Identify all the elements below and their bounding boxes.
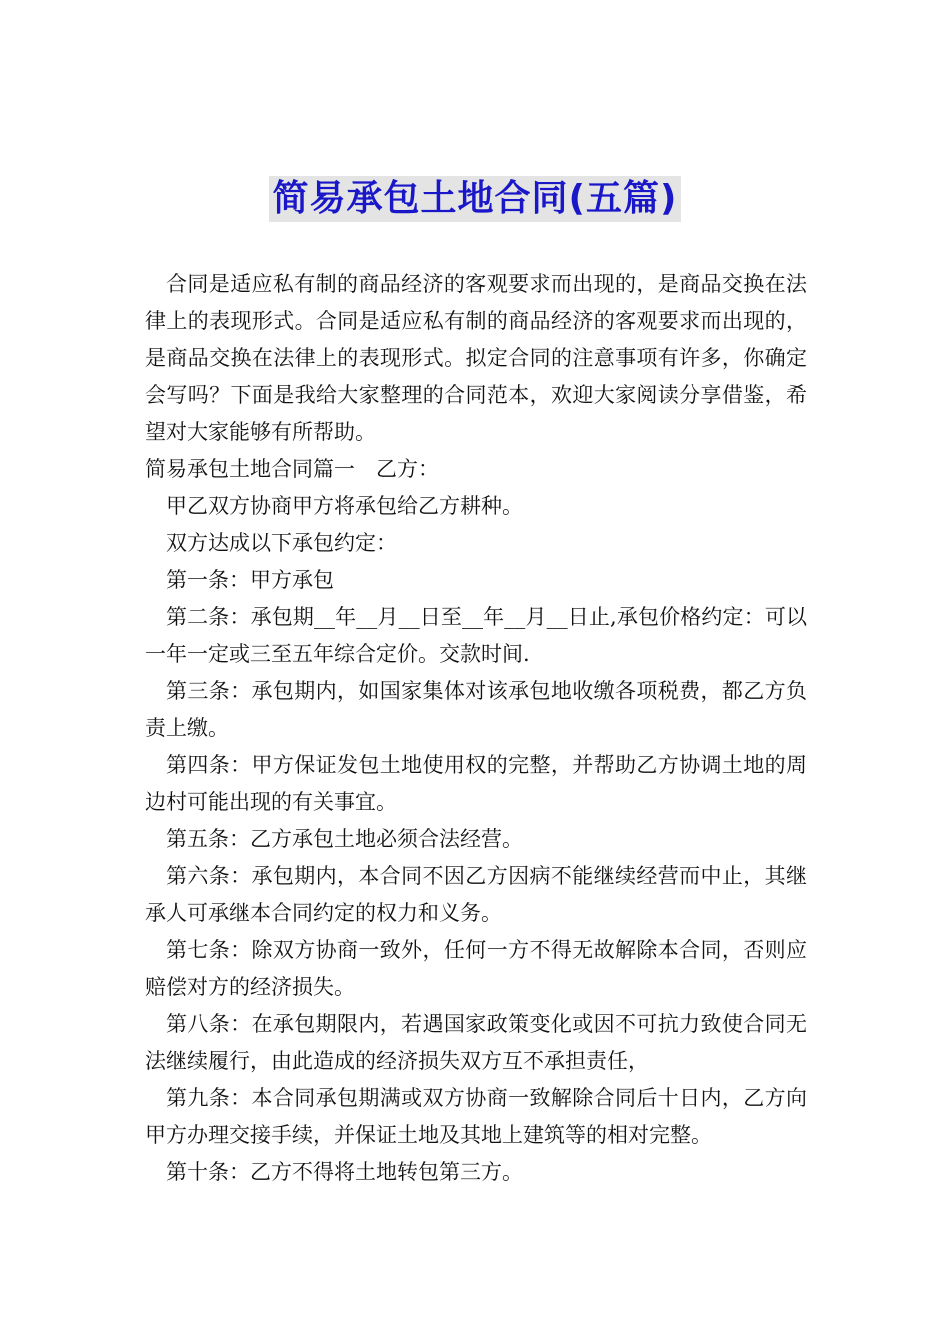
- body-paragraph: 双方达成以下承包约定：: [166, 531, 397, 555]
- clause-7: 第七条：除双方协商一致外，任何一方不得无故解除本合同，否则应赔偿对方的经济损失。: [145, 938, 807, 999]
- intro-paragraph: 合同是适应私有制的商品经济的客观要求而出现的，是商品交换在法律上的表现形式。合同是适应私有制的商品经济的客观要求而出现的，是商品交换在法律上的表现形式。拟定合同的注意事项有许多，你确定会写吗？下面是我给大家整理的合同范本，欢迎大家阅读分享借鉴，希望对大家能够有所帮助。: [145, 272, 807, 444]
- clause-4: 第四条：甲方保证发包土地使用权的完整，并帮助乙方协调土地的周边村可能出现的有关事宜。: [145, 753, 807, 814]
- body-paragraph: 甲乙双方协商甲方将承包给乙方耕种。: [166, 494, 523, 518]
- clause-5: 第五条：乙方承包土地必须合法经营。: [166, 827, 523, 851]
- clause-9: 第九条：本合同承包期满或双方协商一致解除合同后十日内，乙方向甲方办理交接手续，并保证土地及其地上建筑等的相对完整。: [145, 1086, 807, 1147]
- clause-1: 第一条：甲方承包: [166, 568, 334, 592]
- document-title: 简易承包土地合同(五篇): [269, 176, 682, 222]
- section-heading: 简易承包土地合同篇一 乙方：: [145, 457, 439, 481]
- clause-8: 第八条：在承包期限内，若遇国家政策变化或因不可抗力致使合同无法继续履行，由此造成的经济损失双方互不承担责任，: [145, 1012, 807, 1073]
- document-body: [145, 266, 807, 1191]
- clause-3: 第三条：承包期内，如国家集体对该承包地收缴各项税费，都乙方负责上缴。: [145, 679, 807, 740]
- clause-10: 第十条：乙方不得将土地转包第三方。: [166, 1160, 523, 1184]
- title-container: [0, 176, 950, 222]
- clause-6: 第六条：承包期内，本合同不因乙方因病不能继续经营而中止，其继承人可承继本合同约定的权力和义务。: [145, 864, 807, 925]
- clause-2: 第二条：承包期__年__月__日至__年__月__日止,承包价格约定：可以一年一定或三至五年综合定价。交款时间.: [145, 605, 807, 666]
